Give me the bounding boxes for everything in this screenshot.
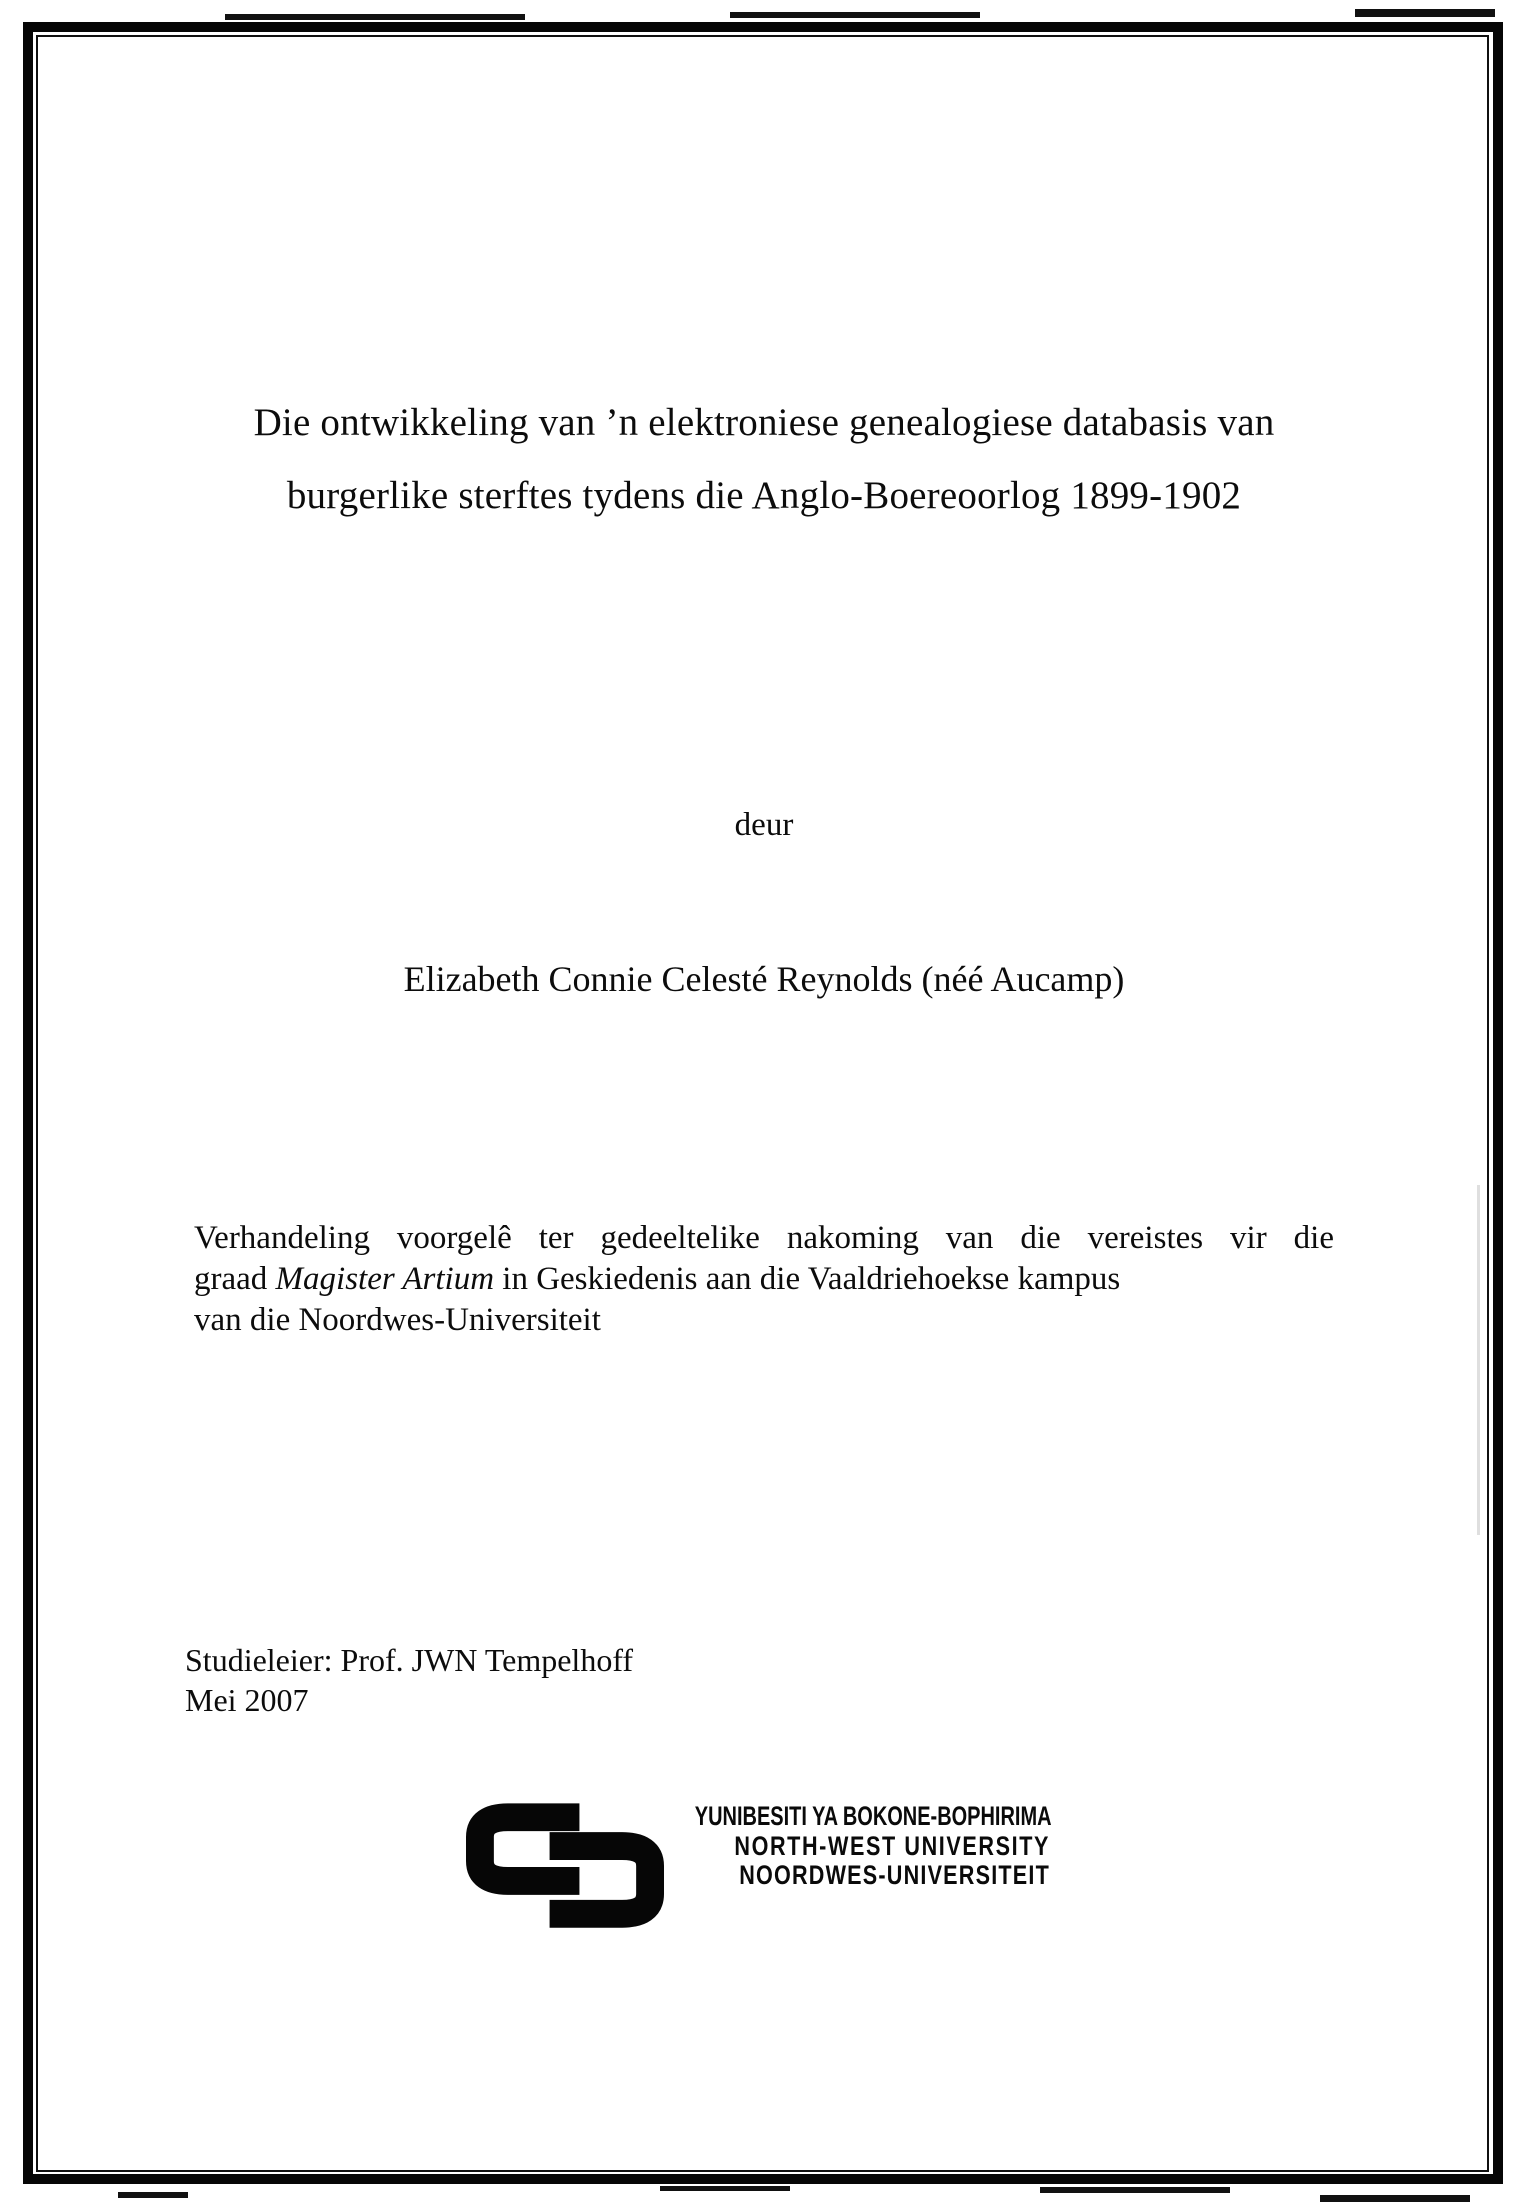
degree-line-1: Verhandeling voorgelê ter gedeeltelike nakoming van die vereistes vir die (194, 1220, 1334, 1256)
degree-line-2-pre: graad (194, 1261, 276, 1297)
logo-wordmark (570, 1802, 1050, 1891)
scan-artifact (1320, 2195, 1470, 2202)
degree-line-2 (194, 1259, 1334, 1300)
degree-line-3: van die Noordwes-Universiteit (194, 1302, 601, 1338)
byline-deur: deur (734, 807, 794, 843)
scan-artifact (118, 2192, 188, 2198)
degree-line-2-post: in Geskiedenis aan die Vaaldriehoekse kampus (494, 1261, 1121, 1297)
supervisor-block (185, 1640, 633, 1720)
logo-line-setswana: YUNIBESITI YA BOKONE-BOPHIRIMA (694, 1801, 1052, 1831)
degree-statement (194, 1218, 1334, 1341)
title-line-2: burgerlike sterftes tydens die Anglo-Boereoorlog 1899-1902 (286, 474, 1242, 517)
scan-artifact (1355, 9, 1495, 17)
title-line-1: Die ontwikkeling van ’n elektroniese genealogiese databasis van (253, 401, 1275, 444)
scan-artifact (730, 12, 980, 18)
degree-name-italic: Magister Artium (275, 1261, 495, 1297)
scan-artifact (1040, 2187, 1230, 2193)
scan-artifact (1477, 1185, 1480, 1535)
thesis-title (194, 386, 1334, 532)
supervisor-line: Studieleier: Prof. JWN Tempelhoff (185, 1642, 634, 1678)
scan-artifact (225, 14, 525, 20)
logo-line-english: NORTH-WEST UNIVERSITY (734, 1830, 1050, 1861)
scan-artifact (660, 2186, 790, 2191)
author-name: Elizabeth Connie Celesté Reynolds (néé Aucamp) (403, 959, 1125, 999)
logo-line-afrikaans: NOORDWES-UNIVERSITEIT (739, 1860, 1050, 1890)
date-line: Mei 2007 (185, 1682, 309, 1718)
